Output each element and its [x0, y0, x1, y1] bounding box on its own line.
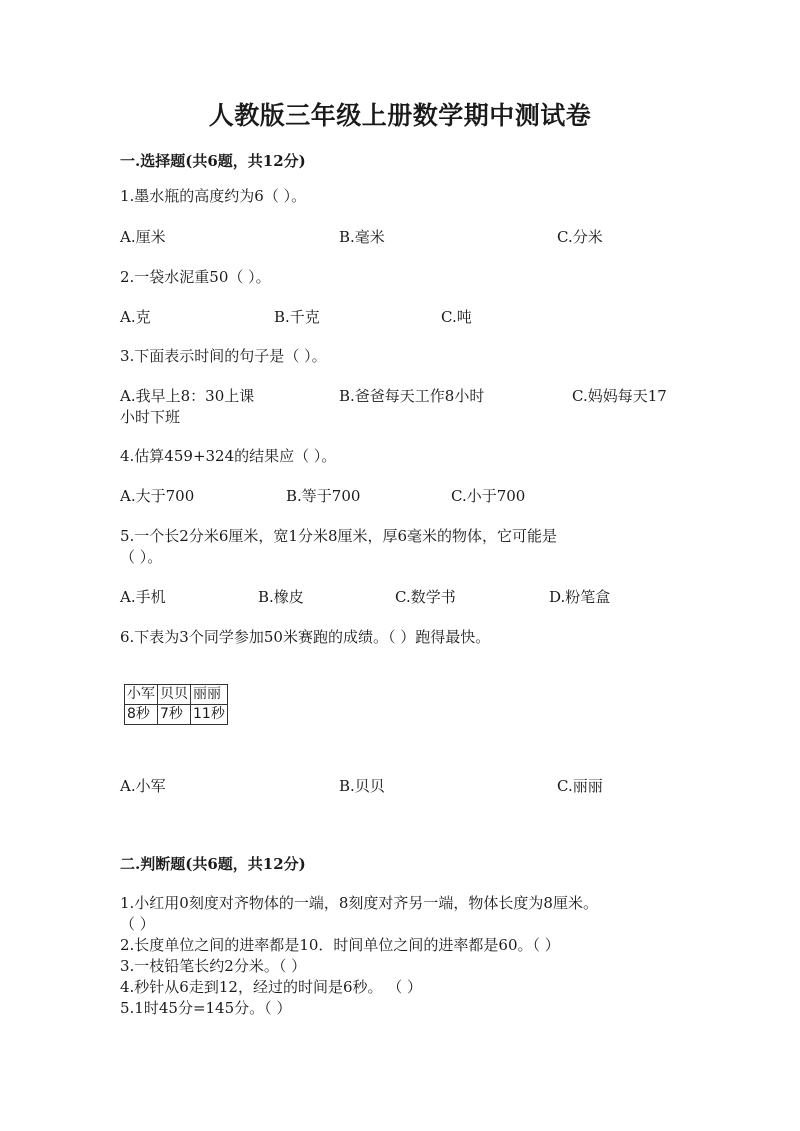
q5-option-c: C.数学书 — [395, 588, 456, 606]
question-5-continued: （ ）。 — [120, 548, 163, 566]
question-4: 4.估算459+324的结果应（ ）。 — [120, 447, 337, 465]
q5-option-d: D.粉笔盒 — [549, 588, 611, 606]
q2-option-a: A.克 — [120, 308, 151, 326]
q6-option-b: B.贝贝 — [339, 777, 385, 795]
question-1: 1.墨水瓶的高度约为6（ ）。 — [120, 187, 307, 205]
table-header-cell: 丽丽 — [191, 685, 228, 705]
question-2: 2.一袋水泥重50（ ）。 — [120, 268, 271, 286]
q2-option-b: B.千克 — [274, 308, 320, 326]
table-value-cell: 11秒 — [191, 705, 228, 725]
tf-item-2: 2.长度单位之间的进率都是10．时间单位之间的进率都是60。（ ） — [120, 936, 560, 954]
table-value-cell: 8秒 — [125, 705, 158, 725]
table-row-header — [125, 685, 228, 705]
section-heading-true-false: 二.判断题(共6题，共12分) — [120, 855, 306, 873]
tf-item-5: 5.1时45分=145分。（ ） — [120, 999, 292, 1017]
tf-item-1-continued: （ ） — [120, 915, 155, 933]
tf-item-1: 1.小红用0刻度对齐物体的一端，8刻度对齐另一端，物体长度为8厘米。 — [120, 894, 598, 912]
table-header-cell: 贝贝 — [158, 685, 191, 705]
table-header-cell: 小军 — [125, 685, 158, 705]
q6-option-a: A.小军 — [120, 777, 166, 795]
question-5: 5.一个长2分米6厘米，宽1分米8厘米，厚6毫米的物体，它可能是 — [120, 527, 558, 545]
race-results-table — [124, 684, 228, 725]
tf-item-3: 3.一枝铅笔长约2分米。（ ） — [120, 957, 307, 975]
question-3: 3.下面表示时间的句子是（ ）。 — [120, 347, 327, 365]
q3-option-c: C.妈妈每天17 — [572, 387, 667, 405]
table-value-cell: 7秒 — [158, 705, 191, 725]
question-6: 6.下表为3个同学参加50米赛跑的成绩。（ ）跑得最快。 — [120, 628, 491, 646]
q3-option-a: A.我早上8：30上课 — [120, 387, 255, 405]
q3-option-b: B.爸爸每天工作8小时 — [339, 387, 485, 405]
q1-option-b: B.毫米 — [339, 228, 385, 246]
q5-option-b: B.橡皮 — [258, 588, 304, 606]
q3-option-c-continued: 小时下班 — [120, 408, 181, 426]
q1-option-c: C.分米 — [557, 228, 603, 246]
table-row-values — [125, 705, 228, 725]
tf-item-4: 4.秒针从6走到12，经过的时间是6秒。 （ ） — [120, 978, 423, 996]
q5-option-a: A.手机 — [120, 588, 166, 606]
section-heading-choice: 一.选择题(共6题，共12分) — [120, 152, 306, 170]
q4-option-b: B.等于700 — [286, 487, 361, 505]
q6-option-c: C.丽丽 — [557, 777, 603, 795]
q1-option-a: A.厘米 — [120, 228, 166, 246]
q4-option-a: A.大于700 — [120, 487, 195, 505]
page-title: 人教版三年级上册数学期中测试卷 — [208, 101, 592, 130]
q2-option-c: C.吨 — [441, 308, 472, 326]
q4-option-c: C.小于700 — [451, 487, 526, 505]
